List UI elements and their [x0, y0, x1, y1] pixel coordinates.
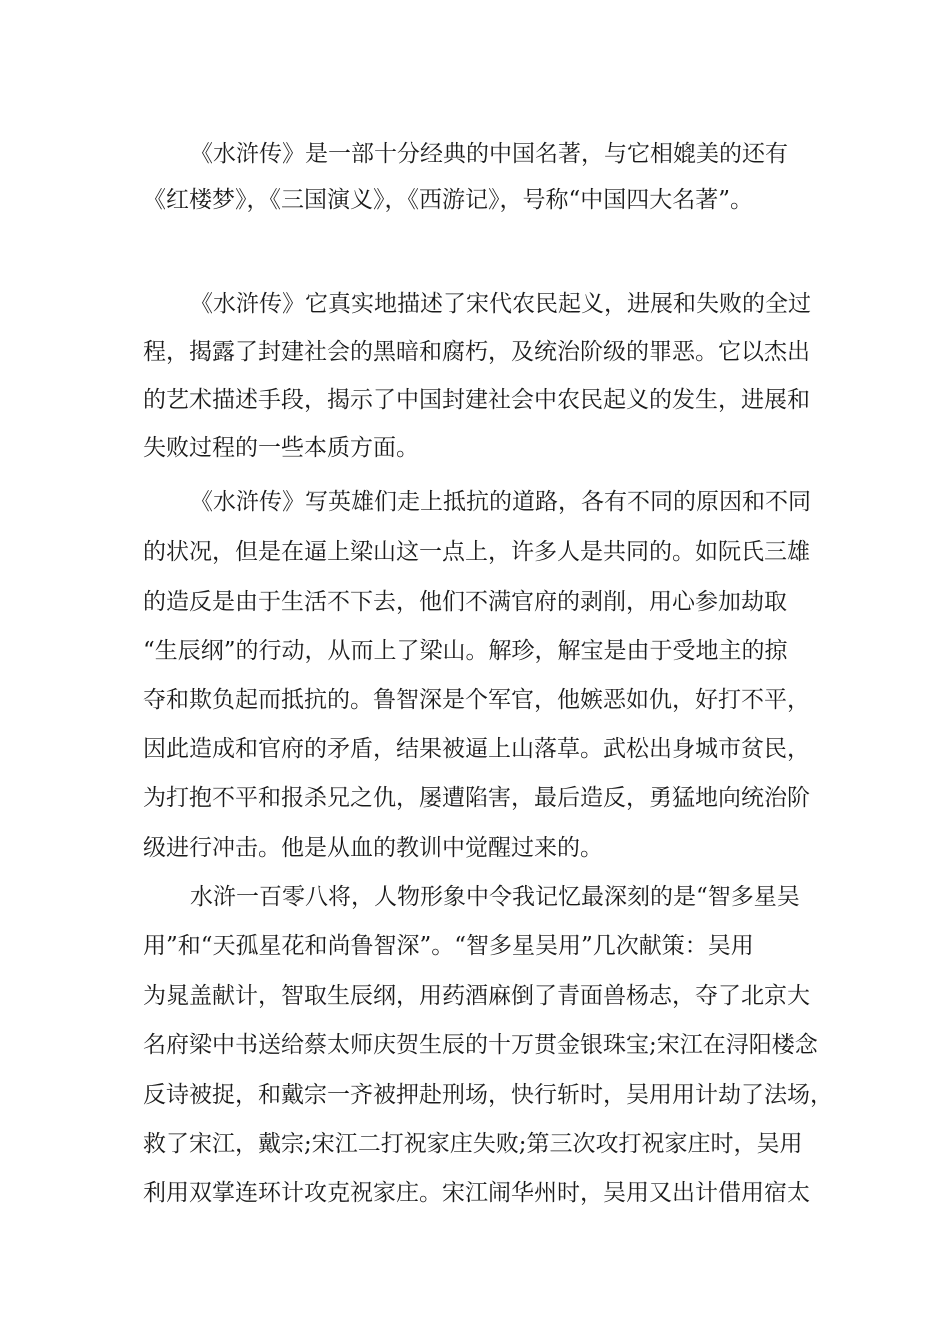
paragraph-2-line-2: 程，揭露了封建社会的黑暗和腐朽，及统治阶级的罪恶。它以杰出: [143, 339, 810, 365]
paragraph-3-line-2: 的状况，但是在逼上梁山这一点上，许多人是共同的。如阮氏三雄: [143, 539, 810, 565]
paragraph-4-line-3: 为晁盖献计，智取生辰纲，用药酒麻倒了青面兽杨志，夺了北京大: [143, 983, 810, 1009]
paragraph-2-line-1: 《水浒传》它真实地描述了宋代农民起义，进展和失败的全过: [190, 291, 811, 317]
paragraph-3-line-4: “生辰纲”的行动，从而上了梁山。解珍，解宝是由于受地主的掠: [143, 638, 788, 664]
paragraph-4-line-2: 用”和“天孤星花和尚鲁智深”。“智多星吴用”几次献策：吴用: [143, 933, 754, 959]
paragraph-4-line-7: 利用双掌连环计攻克祝家庄。宋江闹华州时，吴用又出计借用宿太: [143, 1180, 810, 1206]
paragraph-3-line-5: 夺和欺负起而抵抗的。鲁智深是个军官，他嫉恶如仇，好打不平，: [143, 687, 810, 713]
paragraph-1-line-2: 《红楼梦》，《三国演义》，《西游记》，号称“中国四大名著”。: [143, 187, 754, 213]
paragraph-2-line-3: 的艺术描述手段，揭示了中国封建社会中农民起义的发生，进展和: [143, 387, 810, 413]
paragraph-2-line-4: 失败过程的一些本质方面。: [143, 435, 419, 461]
paragraph-3-line-3: 的造反是由于生活不下去，他们不满官府的剥削，用心参加劫取: [143, 589, 787, 615]
paragraph-3-line-7: 为打抱不平和报杀兄之仇，屡遭陷害，最后造反，勇猛地向统治阶: [143, 785, 810, 811]
paragraph-4-line-4: 名府梁中书送给蔡太师庆贺生辰的十万贯金银珠宝;宋江在浔阳楼念: [143, 1032, 818, 1058]
paragraph-4-line-1: 水浒一百零八将，人物形象中令我记忆最深刻的是“智多星吴: [190, 884, 800, 910]
paragraph-3-line-8: 级进行冲击。他是从血的教训中觉醒过来的。: [143, 835, 603, 861]
paragraph-3-line-1: 《水浒传》写英雄们走上抵抗的道路，各有不同的原因和不同: [190, 489, 811, 515]
paragraph-4-line-6: 救了宋江，戴宗;宋江二打祝家庄失败;第三次攻打祝家庄时，吴用: [143, 1131, 803, 1157]
paragraph-3-line-6: 因此造成和官府的矛盾，结果被逼上山落草。武松出身城市贫民，: [143, 736, 810, 762]
paragraph-4-line-5: 反诗被捉，和戴宗一齐被押赴刑场，快行斩时，吴用用计劫了法场，: [143, 1082, 833, 1108]
paragraph-1-line-1: 《水浒传》是一部十分经典的中国名著，与它相媲美的还有: [190, 141, 788, 167]
